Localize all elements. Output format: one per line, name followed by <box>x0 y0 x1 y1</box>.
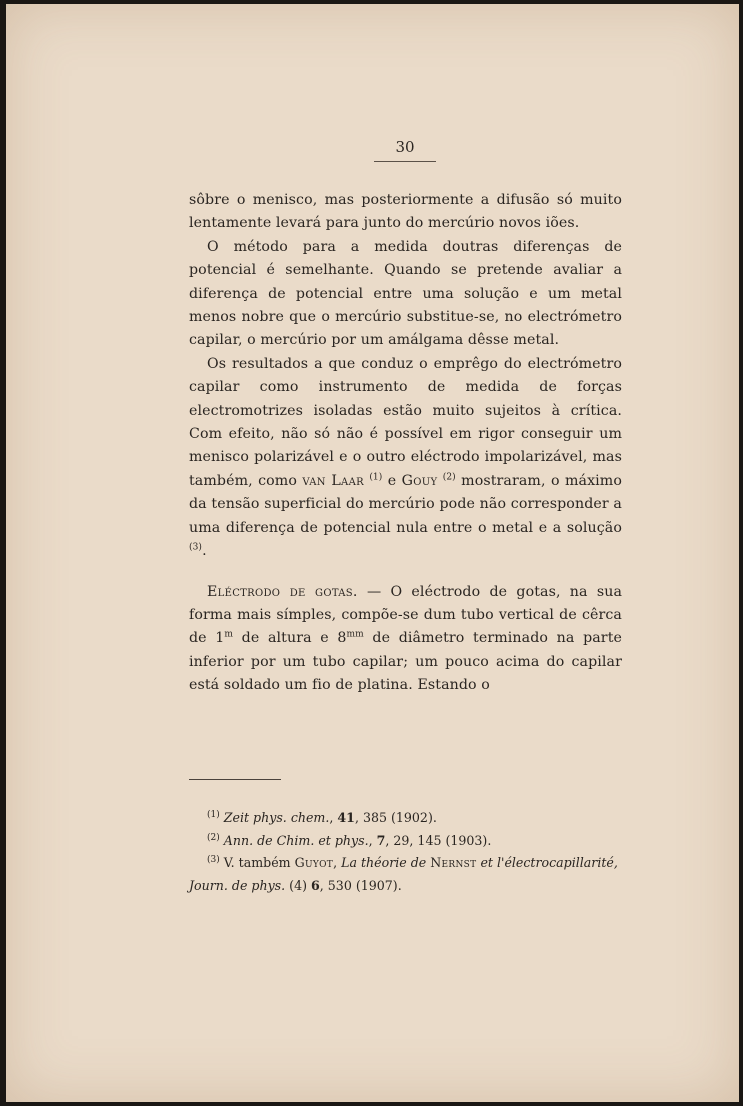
footnote: $^{(1)}$ Zeit phys. chem., 41, 385 (1902). <box>207 809 437 825</box>
unit-superscript: m <box>224 629 234 640</box>
paragraph <box>189 581 622 698</box>
author-name: van Laar <box>302 472 364 489</box>
body-text <box>189 189 622 698</box>
paragraph: sôbre o menisco, mas posteriormente a difusão só muito lentamente levará para junto do mercúrio novos iões. <box>189 192 622 232</box>
footnote-mark: (3) <box>207 854 220 865</box>
footnote <box>189 852 622 897</box>
citation-text: , <box>333 855 342 870</box>
author-name: Guyot <box>294 855 334 870</box>
journal-title: Ann. de Chim. et phys. <box>223 832 369 848</box>
volume: 6 <box>311 877 320 893</box>
citation-rest: (4) <box>285 877 312 893</box>
footnote-mark: (2) <box>207 832 220 843</box>
volume: 7 <box>376 832 386 848</box>
journal-title: Zeit phys. chem. <box>223 810 330 825</box>
footnote-rule <box>189 779 281 780</box>
paragraph-text: de diâmetro terminado na parte inferior por um tubo capilar; um pouco acima do capilar está soldado um fio de platina. Estando o <box>189 630 622 694</box>
footnote-mark: (1) <box>207 809 220 820</box>
paragraph-text: Os resultados a que conduz o emprêgo do electrómetro capilar como instrumento de medida de forças electromotrizes isoladas estão muito sujeitos à crítica. Com efeito, não só não é possível em rigor conseguir um menisco polarizável e o outro eléctrodo impolarizável, mas também, como <box>189 355 622 489</box>
footnote-ref: (1) <box>369 472 383 483</box>
paragraph <box>189 353 622 564</box>
footnote-ref: (3) <box>189 542 203 553</box>
book-page <box>6 4 739 1102</box>
paragraph-text: — O eléctrodo de gotas, na sua forma mais símples, compõe-se dum tubo vertical de cêrca de 1 <box>189 583 622 647</box>
paragraph: O método para a medida doutras diferenças de potencial é semelhante. Quando se pretende avaliar a diferença de potencial entre uma solução e um metal menos nobre que o mercúrio substitue-se, no electrómetro capilar, o mercúrio por um amálgama dêsse metal. <box>189 238 622 349</box>
footnotes <box>189 807 622 897</box>
work-title: et l'électrocapillarité, Journ. de phys. <box>189 855 618 893</box>
footnote-ref: (2) <box>442 472 456 483</box>
citation-rest: , 385 (1902). <box>354 810 437 825</box>
paragraph-text: . <box>202 543 207 560</box>
footnote: $^{(2)}$ Ann. de Chim. et phys., 7, 29, 145 (1903). <box>207 832 492 848</box>
unit-superscript: mm <box>346 629 364 640</box>
citation-text: V. também <box>219 855 295 870</box>
page-number: 30 <box>395 138 415 156</box>
author-name: Nernst <box>430 855 477 870</box>
paragraph-text: mostraram, o máximo da tensão superficial do mercúrio pode não corresponder a uma diferença de potencial nula entre o metal e a solução <box>189 472 623 536</box>
citation-rest: , 530 (1907). <box>319 877 402 893</box>
header-rule <box>374 161 436 162</box>
paragraph-text: e <box>382 472 402 489</box>
author-name: Gouy <box>401 472 438 489</box>
work-title: La théorie de <box>341 855 431 870</box>
paragraph-text: de altura e 8 <box>233 630 347 647</box>
section-heading: Eléctrodo de gotas. <box>207 583 358 600</box>
citation-rest: , 29, 145 (1903). <box>385 832 492 848</box>
volume: 41 <box>337 810 355 825</box>
